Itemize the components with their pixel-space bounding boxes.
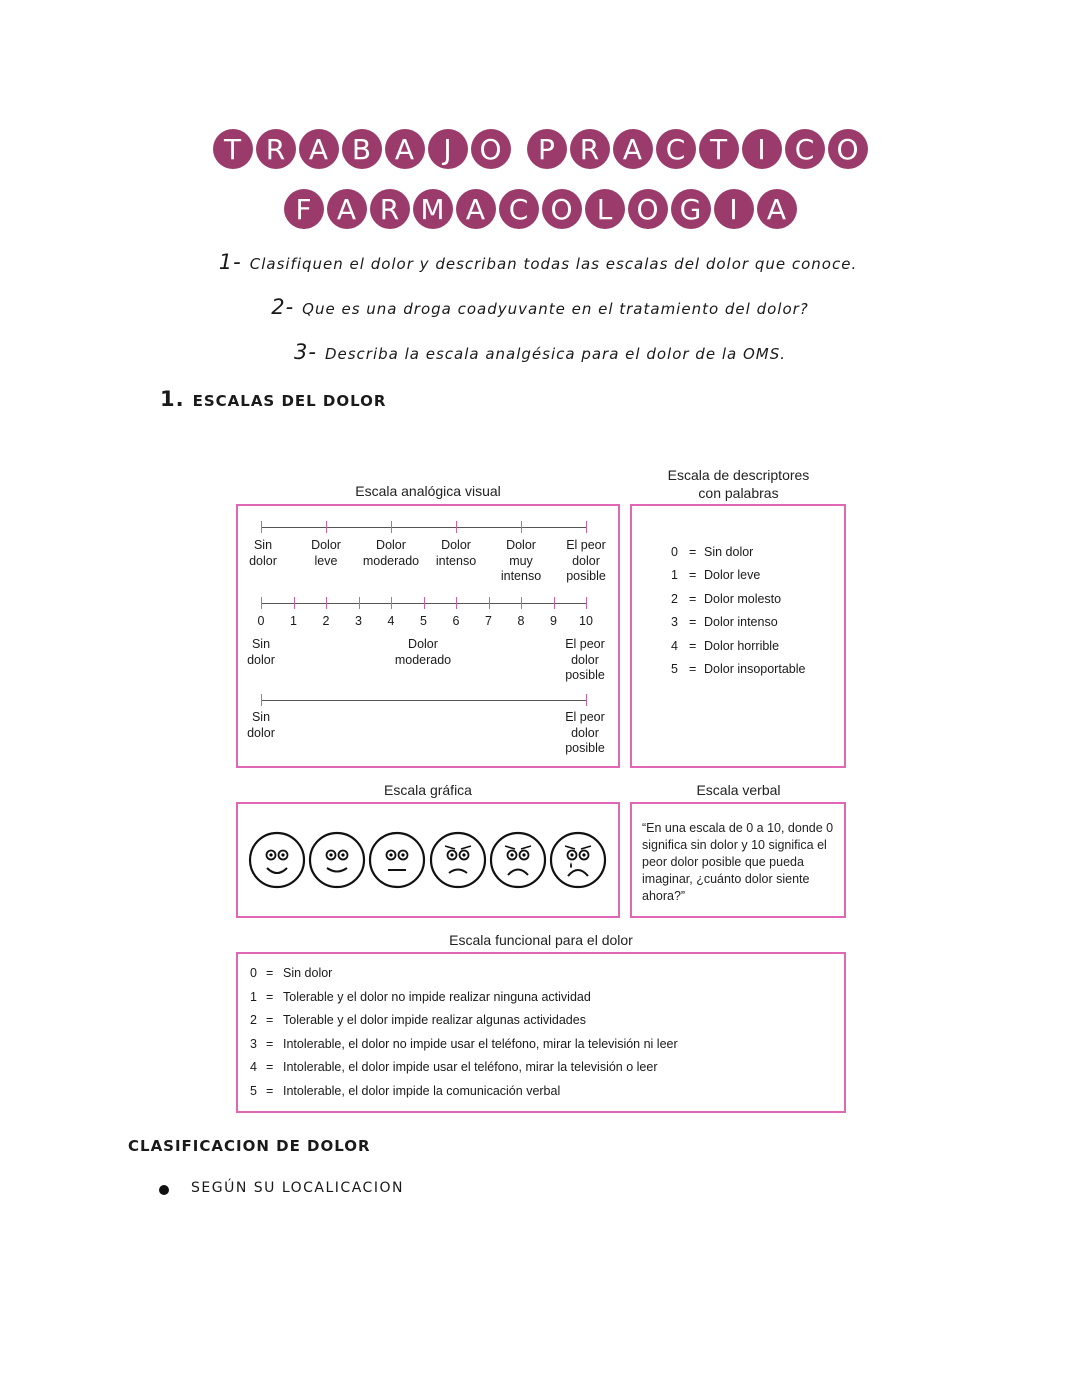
equals-sign: = bbox=[266, 1060, 274, 1074]
equals-sign: = bbox=[266, 1036, 274, 1051]
item-text: Sin dolor bbox=[283, 966, 333, 980]
scale-tick bbox=[326, 521, 327, 533]
descriptor-item bbox=[671, 639, 779, 653]
descriptor-item bbox=[671, 545, 753, 559]
scale-tick bbox=[359, 597, 360, 609]
vas-mid-label: El peor dolor posible bbox=[565, 637, 605, 682]
scale-tick bbox=[521, 597, 522, 609]
equals-sign: = bbox=[266, 966, 274, 980]
title-letter-circle: O bbox=[828, 129, 868, 169]
vas-number: 10 bbox=[579, 614, 593, 628]
equals-sign: = bbox=[689, 615, 697, 630]
equals-sign: = bbox=[266, 1083, 274, 1098]
vas-number: 9 bbox=[550, 614, 557, 628]
face-icon bbox=[367, 830, 427, 890]
title-letter-circle: O bbox=[542, 189, 582, 229]
descriptor-item bbox=[671, 662, 805, 676]
title-letter-circle: I bbox=[742, 129, 782, 169]
item-text: Sin dolor bbox=[704, 545, 754, 559]
item-number: 1 bbox=[250, 989, 257, 1004]
vas-number: 1 bbox=[290, 614, 297, 628]
face-icon bbox=[488, 830, 548, 890]
vas-top-label: Dolor muy intenso bbox=[500, 538, 542, 583]
scale-line bbox=[261, 527, 586, 528]
title-letter-circle: T bbox=[213, 129, 253, 169]
vas-number: 6 bbox=[452, 614, 460, 628]
equals-sign: = bbox=[689, 568, 697, 583]
item-number: 2 bbox=[671, 591, 678, 606]
item-text: Dolor leve bbox=[704, 568, 761, 583]
funcional-item bbox=[250, 1013, 586, 1027]
scale-tick bbox=[456, 597, 457, 609]
descriptor-item bbox=[671, 568, 760, 582]
question-3 bbox=[0, 340, 1080, 364]
section-title: ESCALAS DEL DOLOR bbox=[192, 392, 387, 410]
item-number: 5 bbox=[250, 1083, 257, 1098]
title-letter-circle: B bbox=[342, 129, 382, 169]
clasificacion-heading: CLASIFICACION DE DOLOR bbox=[128, 1137, 371, 1155]
title-letter-circle: M bbox=[413, 189, 453, 229]
title-letter-circle: F bbox=[284, 189, 324, 229]
item-text: Intolerable, el dolor impide usar el teléfono, mirar la televisión o leer bbox=[283, 1060, 658, 1074]
funcional-title: Escala funcional para el dolor bbox=[449, 932, 633, 948]
face-icon bbox=[428, 830, 488, 890]
scale-tick bbox=[261, 521, 262, 533]
scale-tick bbox=[391, 597, 392, 609]
grafica-title: Escala gráfica bbox=[384, 782, 472, 798]
item-text: Dolor molesto bbox=[704, 591, 782, 606]
equals-sign: = bbox=[689, 662, 697, 676]
title-letter-circle: C bbox=[499, 189, 539, 229]
vas-bottom-label: El peor dolor posible bbox=[565, 710, 605, 755]
funcional-item bbox=[250, 990, 591, 1004]
title-letter-circle: A bbox=[385, 129, 425, 169]
title-letter-circle: A bbox=[757, 189, 797, 229]
scale-tick bbox=[456, 521, 457, 533]
vas-title: Escala analógica visual bbox=[355, 483, 501, 499]
vas-number: 0 bbox=[257, 614, 265, 628]
title-letter-circle: R bbox=[256, 129, 296, 169]
funcional-item bbox=[250, 1084, 560, 1098]
item-text: Dolor horrible bbox=[704, 638, 780, 653]
item-number: 1 bbox=[671, 568, 678, 583]
title-line-2 bbox=[0, 189, 1080, 229]
item-number: 0 bbox=[250, 966, 257, 980]
title-letter-circle: C bbox=[785, 129, 825, 169]
item-text: Dolor insoportable bbox=[704, 662, 806, 676]
face-icon bbox=[247, 830, 307, 890]
title-letter-circle: J bbox=[428, 129, 468, 169]
item-text: Intolerable, el dolor no impide usar el teléfono, mirar la televisión ni leer bbox=[283, 1036, 678, 1051]
bullet-text: SEGÚN SU LOCALICACION bbox=[191, 1180, 404, 1196]
vas-top-label: Dolor leve bbox=[311, 538, 341, 568]
descriptores-box bbox=[630, 504, 846, 768]
scale-tick bbox=[586, 694, 587, 706]
funcional-item bbox=[250, 1037, 678, 1051]
equals-sign: = bbox=[689, 591, 697, 606]
equals-sign: = bbox=[689, 545, 697, 559]
question-number: 2- bbox=[271, 295, 295, 319]
title-letter-circle: R bbox=[570, 129, 610, 169]
scale-tick bbox=[489, 597, 490, 609]
scale-tick bbox=[294, 597, 295, 609]
vas-number: 8 bbox=[517, 614, 525, 628]
funcional-item bbox=[250, 966, 332, 980]
section-heading bbox=[160, 387, 386, 411]
question-text: Que es una droga coadyuvante en el tratamiento del dolor? bbox=[302, 300, 809, 318]
title-space bbox=[514, 129, 524, 169]
vas-number: 4 bbox=[387, 614, 395, 628]
vas-mid-label: Dolor moderado bbox=[394, 637, 452, 667]
vas-top-label: Dolor intenso bbox=[435, 538, 477, 568]
face-icon bbox=[548, 830, 608, 890]
scale-tick bbox=[391, 521, 392, 533]
scale-tick bbox=[326, 597, 327, 609]
item-text: Intolerable, el dolor impide la comunicación verbal bbox=[283, 1083, 561, 1098]
item-number: 3 bbox=[671, 615, 678, 630]
title-letter-circle: P bbox=[527, 129, 567, 169]
equals-sign: = bbox=[266, 1013, 274, 1027]
scale-tick bbox=[261, 597, 262, 609]
title-letter-circle: A bbox=[299, 129, 339, 169]
vas-number: 5 bbox=[420, 614, 427, 628]
title-letter-circle: A bbox=[327, 189, 367, 229]
question-text: Clasifiquen el dolor y describan todas las escalas del dolor que conoce. bbox=[249, 255, 858, 273]
scale-line bbox=[261, 700, 586, 701]
title-letter-circle: A bbox=[456, 189, 496, 229]
descriptores-title: Escala de descriptores con palabras bbox=[667, 467, 810, 501]
vas-mid-label: Sin dolor bbox=[247, 637, 275, 667]
question-1 bbox=[0, 250, 1078, 274]
question-number: 3- bbox=[293, 340, 317, 364]
title-letter-circle: R bbox=[370, 189, 410, 229]
vas-number: 7 bbox=[485, 614, 492, 628]
equals-sign: = bbox=[266, 989, 274, 1004]
equals-sign: = bbox=[689, 638, 697, 653]
vas-number: 2 bbox=[322, 614, 330, 628]
item-number: 5 bbox=[671, 662, 678, 676]
title-letter-circle: G bbox=[671, 189, 711, 229]
question-text: Describa la escala analgésica para el dolor de la OMS. bbox=[324, 345, 786, 363]
vas-box bbox=[236, 504, 620, 768]
vas-bottom-label: Sin dolor bbox=[247, 710, 275, 740]
title-letter-circle: A bbox=[613, 129, 653, 169]
verbal-title: Escala verbal bbox=[696, 782, 781, 798]
descriptor-item bbox=[671, 592, 781, 606]
scale-tick bbox=[554, 597, 555, 609]
question-number: 1- bbox=[218, 250, 242, 274]
item-text: Dolor intenso bbox=[704, 615, 778, 630]
bullet-icon bbox=[159, 1185, 169, 1195]
title-letter-circle: C bbox=[656, 129, 696, 169]
funcional-item bbox=[250, 1060, 658, 1074]
vas-number: 3 bbox=[355, 614, 362, 628]
item-number: 4 bbox=[250, 1060, 257, 1074]
scale-tick bbox=[586, 521, 587, 533]
vas-top-label: El peor dolor posible bbox=[566, 538, 606, 583]
scale-tick bbox=[424, 597, 425, 609]
verbal-text: “En una escala de 0 a 10, donde 0 significa sin dolor y 10 significa el peor dolor posible que pueda imaginar, ¿cuánto dolor siente ahora?” bbox=[642, 821, 834, 903]
item-number: 0 bbox=[671, 545, 678, 559]
item-text: Tolerable y el dolor impide realizar algunas actividades bbox=[283, 1013, 586, 1027]
scale-tick bbox=[261, 694, 262, 706]
question-2 bbox=[0, 295, 1080, 319]
title-letter-circle: O bbox=[471, 129, 511, 169]
item-text: Tolerable y el dolor no impide realizar ninguna actividad bbox=[283, 989, 591, 1004]
face-icon bbox=[307, 830, 367, 890]
descriptor-item bbox=[671, 615, 778, 629]
title-letter-circle: O bbox=[628, 189, 668, 229]
item-number: 4 bbox=[671, 638, 678, 653]
vas-top-label: Dolor moderado bbox=[362, 538, 420, 568]
title-letter-circle: T bbox=[699, 129, 739, 169]
title-line-1 bbox=[0, 129, 1080, 169]
scale-tick bbox=[586, 597, 587, 609]
vas-top-label: Sin dolor bbox=[249, 538, 277, 568]
section-number: 1. bbox=[160, 387, 185, 411]
item-number: 3 bbox=[250, 1036, 257, 1051]
title-letter-circle: I bbox=[714, 189, 754, 229]
title-letter-circle: L bbox=[585, 189, 625, 229]
scale-tick bbox=[521, 521, 522, 533]
item-number: 2 bbox=[250, 1013, 257, 1027]
